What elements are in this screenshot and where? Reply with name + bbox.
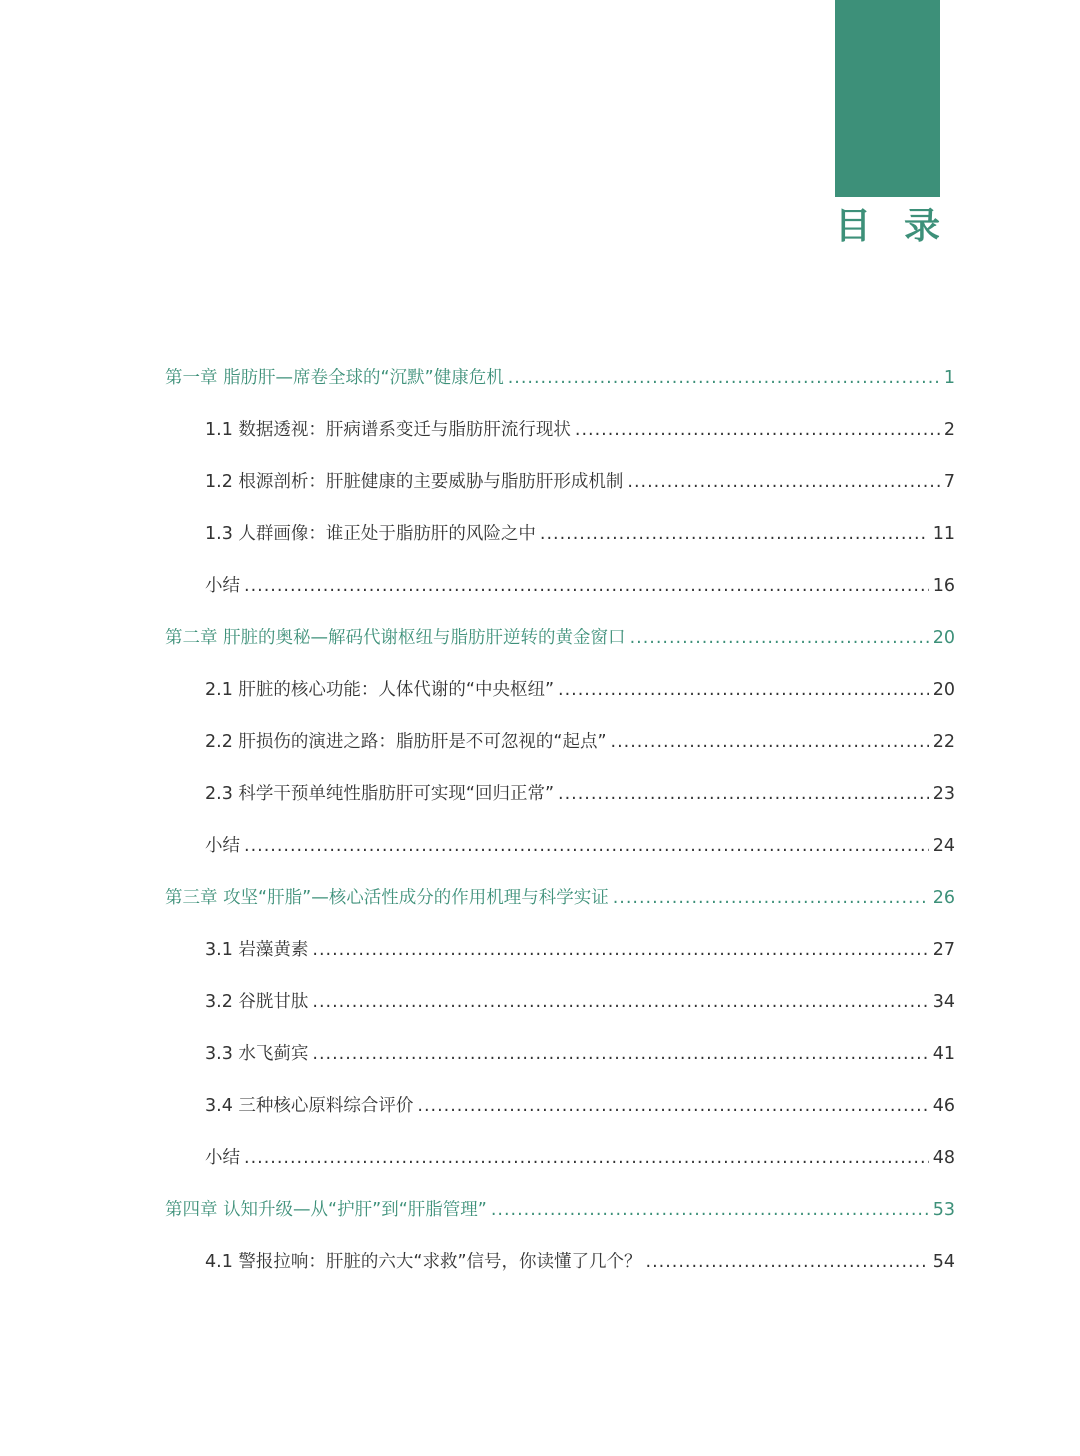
page-title-char-1: 目 [835,206,872,247]
page-title [835,200,940,254]
toc-entry-label: 小结 [205,836,240,856]
toc-entry-label: 3.2 谷胱甘肽 [205,992,309,1012]
page-title-char-2: 录 [903,206,940,247]
toc-section-entry[interactable] [0,768,1080,820]
toc-page-number: 53 [932,1200,955,1220]
toc-entry-label: 第三章 攻坚“肝脂”—核心活性成分的作用机理与科学实证 [165,888,609,908]
toc-chapter-entry[interactable] [0,612,1080,664]
toc-section-entry[interactable] [0,456,1080,508]
toc-leader-dots [244,1132,929,1184]
toc-entry-label: 2.3 科学干预单纯性脂肪肝可实现“回归正常” [205,784,555,804]
toc-entry-label: 小结 [205,1148,240,1168]
toc-section-entry[interactable] [0,1236,1080,1288]
toc-leader-dots [540,508,929,560]
toc-page-number: 20 [932,680,955,700]
toc-page-number: 2 [943,420,955,440]
toc-leader-dots [611,716,929,768]
toc-page-number: 46 [932,1096,955,1116]
toc-section-entry[interactable] [0,1080,1080,1132]
toc-section-entry[interactable] [0,716,1080,768]
toc-page-number: 26 [932,888,955,908]
toc-leader-dots [646,1236,929,1288]
toc-leader-dots [417,1080,928,1132]
toc-leader-dots [508,352,940,404]
toc-entry-label: 1.2 根源剖析：肝脏健康的主要威胁与脂肪肝形成机制 [205,472,624,492]
toc-leader-dots [312,924,928,976]
toc-section-entry[interactable] [0,976,1080,1028]
toc-leader-dots [558,664,929,716]
toc-page-number: 23 [932,784,955,804]
toc-section-entry[interactable] [0,1132,1080,1184]
toc-section-entry[interactable] [0,664,1080,716]
toc-leader-dots [312,976,928,1028]
toc-page-number: 54 [932,1252,955,1272]
toc-leader-dots [630,612,929,664]
toc-leader-dots [491,1184,929,1236]
toc-entry-label: 1.3 人群画像：谁正处于脂肪肝的风险之中 [205,524,536,544]
toc-entry-label: 小结 [205,576,240,596]
toc-entry-label: 3.1 岩藻黄素 [205,940,309,960]
toc-entry-label: 3.4 三种核心原料综合评价 [205,1096,414,1116]
toc-page-number: 11 [932,524,955,544]
toc-page-number: 24 [932,836,955,856]
toc-entry-label: 1.1 数据透视：肝病谱系变迁与脂肪肝流行现状 [205,420,571,440]
toc-page-number: 41 [932,1044,955,1064]
toc-page-number: 7 [943,472,955,492]
toc-leader-dots [558,768,929,820]
toc-leader-dots [244,560,929,612]
toc-chapter-entry[interactable] [0,352,1080,404]
toc-section-entry[interactable] [0,508,1080,560]
toc-leader-dots [627,456,939,508]
toc-section-entry[interactable] [0,820,1080,872]
table-of-contents [0,352,1080,1288]
toc-page-number: 27 [932,940,955,960]
toc-leader-dots [312,1028,928,1080]
toc-page-number: 16 [932,576,955,596]
toc-entry-label: 第四章 认知升级—从“护肝”到“肝脂管理” [165,1200,487,1220]
toc-entry-label: 3.3 水飞蓟宾 [205,1044,309,1064]
toc-page-number: 22 [932,732,955,752]
toc-leader-dots [613,872,929,924]
toc-entry-label: 4.1 警报拉响：肝脏的六大“求救”信号，你读懂了几个？ [205,1252,642,1272]
toc-entry-label: 第二章 肝脏的奥秘—解码代谢枢纽与脂肪肝逆转的黄金窗口 [165,628,626,648]
toc-section-entry[interactable] [0,404,1080,456]
toc-entry-label: 2.2 肝损伤的演进之路：脂肪肝是不可忽视的“起点” [205,732,607,752]
toc-page-number: 48 [932,1148,955,1168]
toc-leader-dots [244,820,929,872]
toc-entry-label: 2.1 肝脏的核心功能：人体代谢的“中央枢纽” [205,680,555,700]
toc-entry-label: 第一章 脂肪肝—席卷全球的“沉默”健康危机 [165,368,504,388]
toc-page-number: 1 [943,368,955,388]
toc-page-number: 20 [932,628,955,648]
header-accent-bar [835,0,940,197]
toc-chapter-entry[interactable] [0,872,1080,924]
toc-section-entry[interactable] [0,1028,1080,1080]
toc-leader-dots [575,404,940,456]
toc-chapter-entry[interactable] [0,1184,1080,1236]
toc-section-entry[interactable] [0,560,1080,612]
toc-page-number: 34 [932,992,955,1012]
toc-section-entry[interactable] [0,924,1080,976]
